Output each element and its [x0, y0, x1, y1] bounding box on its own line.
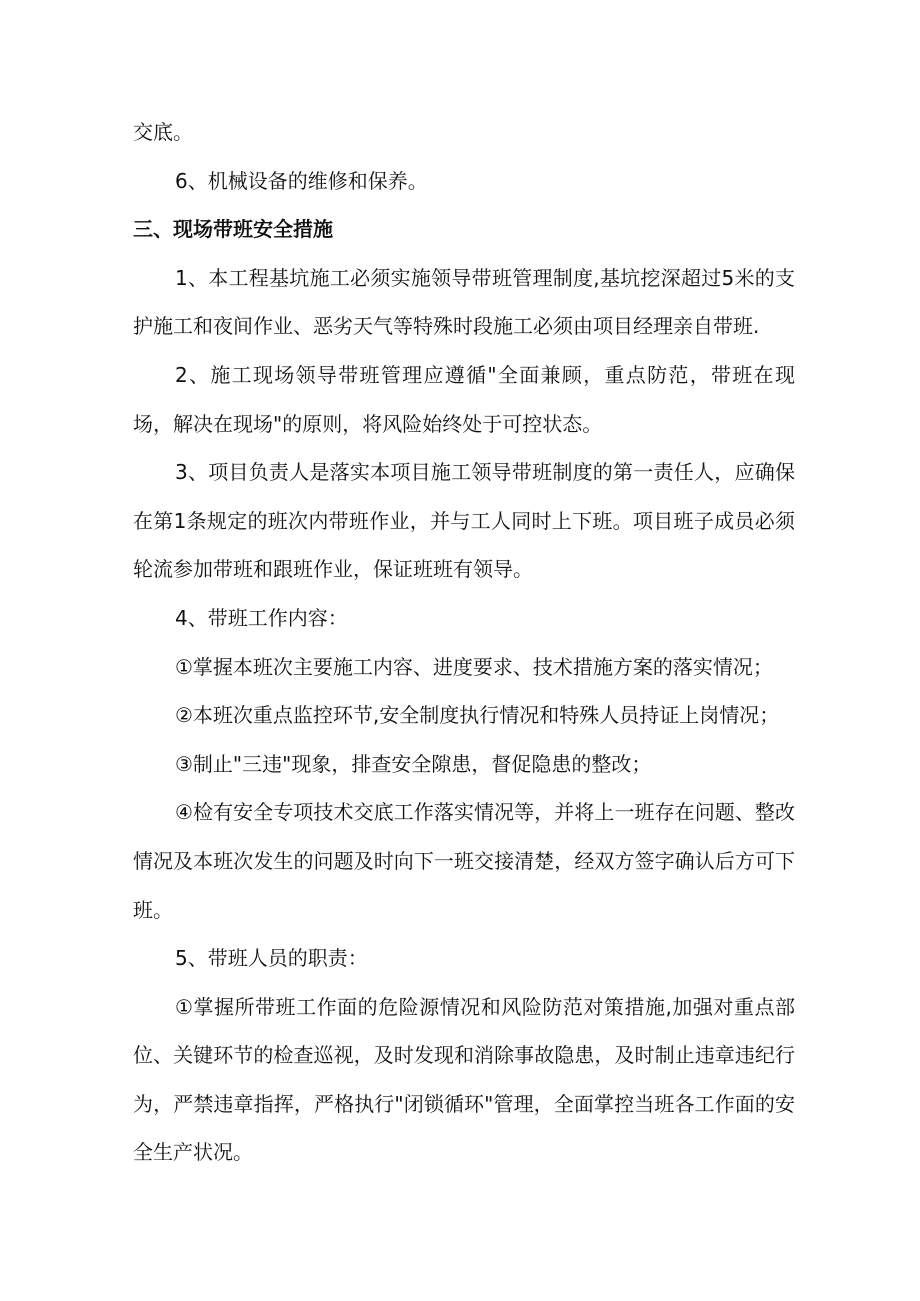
paragraph-duty-item-1: ①掌握所带班工作面的危险源情况和风险防范对策措施,加强对重点部位、关键环节的检查巡视，及时发现和消除事故隐患，及时制止违章违纪行为，严禁违章指挥，严格执行"闭锁循环"管理，全面掌控当班各工作面的安全生产状况。	[133, 994, 795, 1165]
document-body	[133, 108, 795, 1177]
paragraph-rule-3: 3、项目负责人是落实本项目施工领导带班制度的第一责任人，应确保在第1条规定的班次内带班作业，并与工人同时上下班。项目班子成员必须轮流参加带班和跟班作业，保证班班有领导。	[133, 460, 795, 582]
paragraph-content-item-1: ①掌握本班次主要施工内容、进度要求、技术措施方案的落实情况；	[175, 654, 773, 679]
paragraph-rule-1: 1、本工程基坑施工必须实施领导带班管理制度,基坑挖深超过5米的支护施工和夜间作业、恶劣天气等特殊时段施工必须由项目经理亲自带班.	[133, 265, 795, 339]
paragraph-rule-2: 2、施工现场领导带班管理应遵循"全面兼顾，重点防范，带班在现场，解决在现场"的原则，将风险始终处于可控状态。	[133, 362, 795, 436]
paragraph-rule-5: 5、带班人员的职责：	[175, 946, 368, 971]
paragraph-content-item-2: ②本班次重点监控环节,安全制度执行情况和特殊人员持证上岗情况；	[175, 703, 780, 728]
paragraph-content-item-3: ③制止"三违"现象，排查安全隙患，督促隐患的整改；	[175, 751, 652, 776]
section-heading: 三、现场带班安全措施	[133, 217, 333, 242]
paragraph-rule-4: 4、带班工作内容：	[175, 605, 348, 630]
paragraph-content-item-4: ④检有安全专项技术交底工作落实情况等，并将上一班存在问题、整改情况及本班次发生的问题及时向下一班交接清楚，经双方签字确认后方可下班。	[133, 800, 795, 922]
paragraph-jiaodi: 交底。	[133, 120, 193, 144]
paragraph-item-6: 6、机械设备的维修和保养。	[175, 168, 428, 193]
